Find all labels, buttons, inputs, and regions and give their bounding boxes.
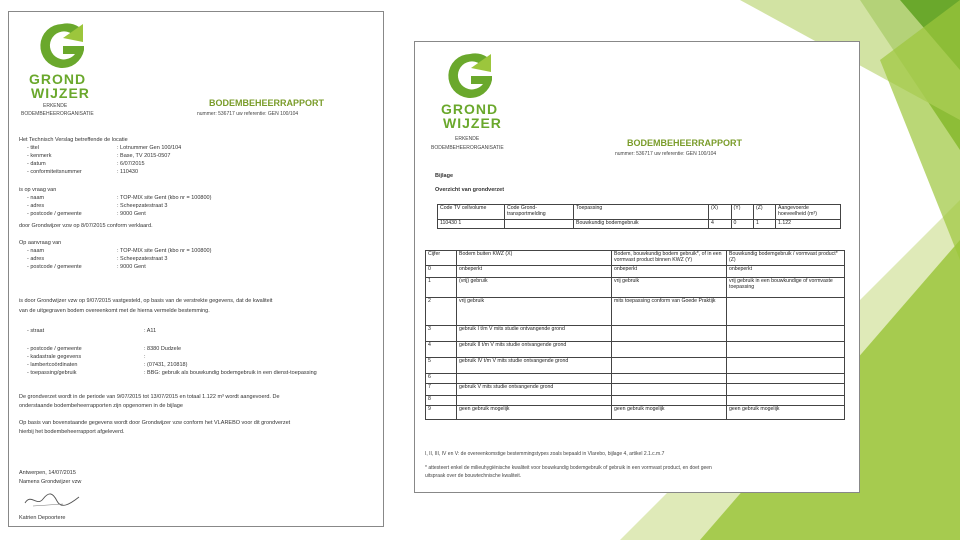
field-label: - toepassing/gebruik — [27, 370, 77, 376]
table-cell: 0 — [731, 219, 754, 228]
table-header-cell: (X) — [709, 205, 732, 220]
table-cell — [612, 341, 727, 357]
field-value: : A11 — [144, 328, 157, 334]
signer-name: Katrien Depoortere — [19, 515, 66, 521]
order-label: Op aanvraag van — [19, 240, 62, 246]
table-cell: geen gebruik mogelijk — [727, 405, 845, 419]
org-line1: ERKENDE — [455, 136, 480, 142]
table-cell — [612, 395, 727, 405]
signer-org: Namens Grondwijzer vzw — [19, 479, 82, 485]
table-cell: 2 — [426, 297, 457, 325]
footnote-1: I, II, III, IV en V: de overeenkomstige bestemmingstypes zoals bepaald in Vlarebo, bijlage 4, artikel 2.1.c.m.7 — [425, 451, 665, 457]
logo-word-grond: GROND — [441, 101, 499, 117]
table-cell: vrij gebruik — [612, 277, 727, 297]
logo-word-grond: GROND — [29, 71, 87, 87]
field-label: - postcode / gemeente — [27, 346, 82, 352]
footnote-2: * attesteert enkel de milieuhygiënische kwaliteit voor bouwkundig bodemgebruik of gebruik in een vormvast product, en doet geen — [425, 465, 712, 471]
table-cell: onbeperkt — [727, 265, 845, 277]
table-cell: gebruik I t/m V mits studie ontvangende grond — [457, 325, 612, 341]
place-date: Antwerpen, 14/07/2015 — [19, 470, 76, 476]
paragraph-2b: onderstaande bodembeheerrapporten zijn opgenomen in de bijlage — [19, 403, 183, 409]
table-header-cell: Toepassing — [574, 205, 709, 220]
table-header-cell: (Y) — [731, 205, 754, 220]
table-header-cell: Aangevoerde hoeveelheid (m³) — [776, 205, 841, 220]
org-line1: ERKENDE — [43, 103, 68, 109]
request-label: is op vraag van — [19, 187, 57, 193]
field-value: : 9000 Gent — [117, 211, 146, 217]
table-header-row — [438, 205, 841, 220]
field-label: - naam — [27, 195, 45, 201]
report-title: BODEMBEHEERRAPPORT — [627, 138, 743, 148]
field-label: - kadastrale gegevens — [27, 354, 82, 360]
overview-table — [437, 204, 841, 229]
left-document — [8, 11, 384, 527]
grondwijzer-logo-icon — [33, 20, 91, 72]
table-row — [426, 357, 845, 373]
table-cell: Bouwkundig bodemgebruik — [574, 219, 709, 228]
footnote-2b: uitspraak over de bouwtechnische kwaliteit. — [425, 473, 522, 479]
field-label: - adres — [27, 203, 45, 209]
table-row — [438, 219, 841, 228]
overview-title: Overzicht van grondverzet — [435, 187, 505, 193]
field-value: : Scheepzatestraat 3 — [117, 256, 168, 262]
table-cell: 4 — [709, 219, 732, 228]
table-header-row — [426, 251, 845, 266]
table-cell: 4 — [426, 341, 457, 357]
paragraph-1b: van de uitgegraven bodem overeenkomt met de hierna vermelde bestemming. — [19, 308, 210, 314]
field-label: - lambertcoördinaten — [27, 362, 78, 368]
table-cell: 1 — [754, 219, 776, 228]
table-cell — [457, 373, 612, 383]
table-header-cell: (Z) — [754, 205, 776, 220]
field-value: : Scheepzatestraat 3 — [117, 203, 168, 209]
paragraph-3: Op basis van bovenstaande gegevens wordt door Grondwijzer vzw conform het VLAREBO voor dit grondverzet — [19, 420, 291, 426]
annex-label: Bijlage — [435, 173, 454, 179]
table-cell — [727, 341, 845, 357]
table-header-cell: Bouwkundig bodemgebruik / vormvast product* (Z) — [727, 251, 845, 266]
table-cell: 1.122 — [776, 219, 841, 228]
report-number: nummer: 536717 uw referentie: GEN 100/104 — [615, 151, 717, 157]
field-value: : (07431, 210818) — [144, 362, 188, 368]
table-cell: 0 — [426, 265, 457, 277]
paragraph-1: is door Grondwijzer vzw op 9/07/2015 vastgesteld, op basis van de verstrekte gegevens, dat de kwaliteit — [19, 298, 273, 304]
field-value: : Base, TV 2015-0507 — [117, 153, 171, 159]
table-cell: onbeperkt — [612, 265, 727, 277]
table-cell: geen gebruik mogelijk — [457, 405, 612, 419]
report-number: nummer: 536717 uw referentie: GEN 100/104 — [197, 111, 299, 117]
table-cell: mits toepassing conform van Goede Praktijk — [612, 297, 727, 325]
field-value: : 110430 — [117, 169, 139, 175]
intro-text: Het Technisch Verslag betreffende de locatie — [19, 137, 128, 143]
field-label: - postcode / gemeente — [27, 264, 82, 270]
field-label: - titel — [27, 145, 39, 151]
table-cell: 8 — [426, 395, 457, 405]
field-label: - kenmerk — [27, 153, 52, 159]
table-row — [426, 395, 845, 405]
table-cell — [612, 357, 727, 373]
logo-word-wijzer: WIJZER — [31, 85, 90, 101]
table-header-cell: Bodem buiten KWZ (X) — [457, 251, 612, 266]
class-table-body — [426, 265, 845, 419]
table-cell: gebruik V mits studie ontvangende grond — [457, 383, 612, 395]
field-value: : Lotnummer Gen 100/104 — [117, 145, 182, 151]
org-line2: BODEMBEHEERORGANISATIE — [431, 145, 504, 151]
table-cell — [612, 383, 727, 395]
table-header-cell: Cijfer — [426, 251, 457, 266]
table-row — [426, 341, 845, 357]
table-cell: 1 — [426, 277, 457, 297]
table-cell: vrij gebruik — [457, 297, 612, 325]
table-row — [426, 325, 845, 341]
paragraph-3b: hierbij het bodembeheerrapport afgeleverd. — [19, 429, 125, 435]
field-value: : 9000 Gent — [117, 264, 146, 270]
table-row — [426, 383, 845, 395]
field-value: : 8380 Dudzele — [144, 346, 181, 352]
class-table — [425, 250, 845, 420]
table-row — [426, 405, 845, 419]
field-label: - conformiteitsnummer — [27, 169, 82, 175]
verified-text: door Grondwijzer vzw op 8/07/2015 conform verklaard. — [19, 223, 153, 229]
field-value: : 6/07/2015 — [117, 161, 145, 167]
field-label: - naam — [27, 248, 45, 254]
field-value: : TOP-MIX site Gent (kbo nr = 100800) — [117, 195, 212, 201]
report-title: BODEMBEHEERRAPPORT — [209, 98, 325, 108]
table-row — [426, 297, 845, 325]
org-line2: BODEMBEHEERORGANISATIE — [21, 111, 94, 117]
table-row — [426, 373, 845, 383]
field-value: : BBG: gebruik als bouwkundig bodemgebruik in een dienst-toepassing — [144, 370, 317, 376]
logo-word-wijzer: WIJZER — [443, 115, 502, 131]
table-cell — [612, 373, 727, 383]
table-cell: 3 — [426, 325, 457, 341]
field-value: : — [144, 354, 146, 360]
table-cell: (vrij) gebruik — [457, 277, 612, 297]
table-cell — [727, 373, 845, 383]
table-cell: 7 — [426, 383, 457, 395]
table-cell — [505, 219, 574, 228]
table-header-cell: Code TV cellvolume — [438, 205, 505, 220]
field-label: - straat — [27, 328, 45, 334]
field-label: - adres — [27, 256, 45, 262]
table-cell — [727, 383, 845, 395]
right-document — [414, 41, 860, 493]
grondwijzer-logo-icon — [441, 50, 499, 102]
table-cell — [457, 395, 612, 405]
table-cell — [727, 325, 845, 341]
table-cell: onbeperkt — [457, 265, 612, 277]
table-cell: gebruik IV t/m V mits studie ontvangende grond — [457, 357, 612, 373]
field-value: : TOP-MIX site Gent (kbo nr = 100800) — [117, 248, 212, 254]
field-label: - datum — [27, 161, 46, 167]
table-header-cell: Bodem, bouwkundig bodem gebruik*, of in een vormvast product binnen KWZ (Y) — [612, 251, 727, 266]
table-header-cell: Code Grond-transportmelding — [505, 205, 574, 220]
signature-icon — [23, 489, 83, 511]
table-cell: 6 — [426, 373, 457, 383]
table-cell — [612, 325, 727, 341]
paragraph-2: De grondverzet wordt in de periode van 9/07/2015 tot 13/07/2015 en totaal 1.122 m³ wordt aangevoerd. De — [19, 394, 280, 400]
table-row — [426, 277, 845, 297]
table-cell: 110430 1 — [438, 219, 505, 228]
table-cell: geen gebruik mogelijk — [612, 405, 727, 419]
table-row — [426, 265, 845, 277]
table-cell: 9 — [426, 405, 457, 419]
table-cell — [727, 297, 845, 325]
table-cell — [727, 395, 845, 405]
field-label: - postcode / gemeente — [27, 211, 82, 217]
table-cell: gebruik II t/m V mits studie ontvangende grond — [457, 341, 612, 357]
table-cell — [727, 357, 845, 373]
table-cell: 5 — [426, 357, 457, 373]
table-cell: vrij gebruik in een bouwkundige of vormvaste toepassing — [727, 277, 845, 297]
